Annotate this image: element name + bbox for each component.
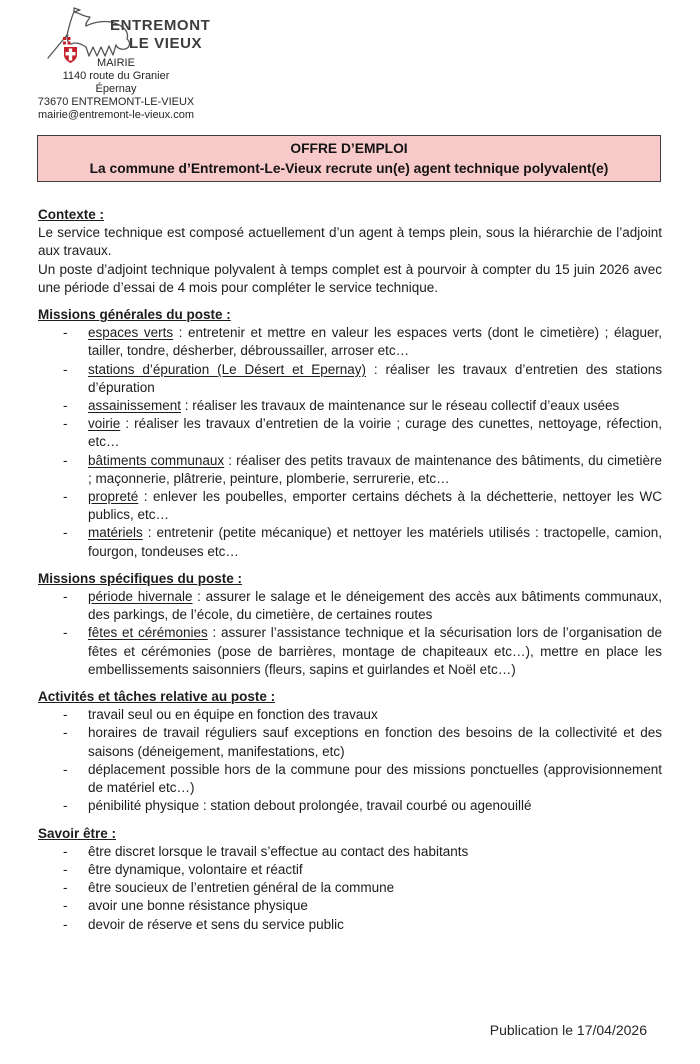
address-line: 1140 route du Granier [62,70,170,82]
address-line: Épernay [95,83,137,95]
bullet-item [38,624,662,679]
bullet-dash: - [63,625,68,641]
bullet-dash: - [63,361,68,377]
bullet-dash: - [63,489,68,505]
bullet-text: être discret lorsque le travail s’effectue au contact des habitants [88,843,469,859]
bullet-term: bâtiments communaux [88,452,225,468]
bullet-term: propreté [88,489,139,505]
bullet-term: espaces verts [88,325,174,341]
document-section [38,688,662,815]
bullet-dash: - [63,843,68,859]
logo-wordmark-line1: ENTREMONT [110,17,211,34]
bullet-item [38,897,662,915]
bullet-item [38,415,662,451]
bullet-term: fêtes et cérémonies [88,625,208,641]
section-heading: Activités et tâches relative au poste : [38,689,276,705]
bullet-text: être soucieux de l’entretien général de la commune [88,880,395,896]
job-offer-banner [37,135,661,182]
document-section [38,570,662,679]
section-heading: Missions spécifiques du poste : [38,570,243,586]
bullet-text: propreté : enlever les poubelles, emporter certains déchets à la déchetterie, nettoyer les WC publics, etc… [88,489,662,523]
bullet-item [38,761,662,797]
bullet-text: devoir de réserve et sens du service public [88,916,344,932]
bullet-term: période hivernale [88,589,193,605]
bullet-dash: - [63,707,68,723]
address-line: mairie@entremont-le-vieux.com [37,109,195,121]
document-section [38,206,662,297]
bullet-text: horaires de travail réguliers sauf exceptions en fonction des besoins de la collectivité et des saisons (déneigement, manifestations, etc) [88,725,662,759]
bullet-text: fêtes et cérémonies : assurer l’assistance technique et la sécurisation lors de l’organisation de fêtes et cérémonies (pose de barrières, montage de chapiteaux etc…), mettre en place les embellissements saisonniers (fleurs, sapins et guirlandes et Noël etc…) [88,625,662,677]
bullet-text: stations d’épuration (Le Désert et Epernay) : réaliser les travaux d’entretien des stations d’épuration [88,361,663,395]
bullet-dash: - [63,761,68,777]
bullet-text: voirie : réaliser les travaux d’entretien de la voirie ; curage des cunettes, nettoyage, réfection, etc… [88,416,662,450]
bullet-text: bâtiments communaux : réaliser des petits travaux de maintenance des bâtiments, du cimetière ; maçonnerie, plâtrerie, peinture, plomberie, serrurerie, etc… [88,452,662,486]
bullet-item [38,324,662,360]
bullet-item [38,397,662,415]
bullet-dash: - [63,416,68,432]
bullet-item [38,797,662,815]
banner-subtitle: La commune d’Entremont-Le-Vieux recrute un(e) agent technique polyvalent(e) [89,160,609,176]
bullet-item [38,879,662,897]
bullet-item [38,861,662,879]
document-section [38,306,662,561]
document-section [38,825,662,934]
bullet-dash: - [63,898,68,914]
bullet-dash: - [63,725,68,741]
bullet-dash: - [63,325,68,341]
bullet-text: déplacement possible hors de la commune pour des missions ponctuelles (approvisionnement de matériel etc…) [88,761,662,796]
bullet-dash: - [63,525,68,541]
bullet-dash: - [63,861,68,877]
paragraph: Un poste d’adjoint technique polyvalent à temps complet est à pourvoir à compter du 15 juin 2026 avec une période d’essai de 4 mois pour compléter le service technique. [38,261,662,295]
paragraph: Le service technique est composé actuellement d’un agent à temps plein, sous la hiérarchie de l’adjoint aux travaux. [38,225,662,259]
address-line: MAIRIE [97,57,135,69]
bullet-dash: - [63,916,68,932]
bullet-dash: - [63,398,68,414]
bullet-item [38,843,662,861]
bullet-text: travail seul ou en équipe en fonction des travaux [88,707,378,723]
section-heading: Contexte : [38,207,105,222]
address-line: 73670 ENTREMONT-LE-VIEUX [37,96,195,108]
bullet-text: période hivernale : assurer le salage et le déneigement des accès aux bâtiments communaux, des parkings, de l’école, du cimetière, de certaines routes [88,589,663,623]
section-heading: Savoir être : [38,825,117,841]
banner-title: OFFRE D’EMPLOI [290,141,408,156]
logo-wordmark [110,17,210,53]
bullet-item [38,588,662,624]
bullet-term: voirie [88,416,121,432]
bullet-text: assainissement : réaliser les travaux de maintenance sur le réseau collectif d’eaux usées [88,398,620,414]
bullet-text: avoir une bonne résistance physique [88,898,308,914]
section-heading: Missions générales du poste : [38,307,231,323]
bullet-item [38,916,662,934]
bullet-term: assainissement [88,398,182,414]
bullet-term: matériels [88,525,143,541]
bullet-text: matériels : entretenir (petite mécanique) et nettoyer les matériels utilisés : tractopelle, camion, fourgon, tondeuses etc… [88,525,662,559]
bullet-dash: - [63,798,68,814]
logo-wordmark-line2: LE VIEUX [129,35,203,52]
bullet-text: espaces verts : entretenir et mettre en valeur les espaces verts (dont le cimetière) ; élaguer, tailler, tondre, désherber, débroussailler, arroser etc… [88,325,662,359]
publication-date: Publication le 17/04/2026 [489,1022,647,1038]
bullet-item [38,524,662,560]
bullet-item [38,724,662,760]
bullet-item [38,452,662,488]
bullet-dash: - [63,452,68,468]
bullet-text: être dynamique, volontaire et réactif [88,861,303,877]
bullet-item [38,488,662,524]
mairie-address-block [14,57,218,122]
bullet-dash: - [63,589,68,605]
bullet-text: pénibilité physique : station debout prolongée, travail courbé ou agenouillé [88,798,532,814]
bullet-item [38,361,662,397]
document-body [38,206,662,934]
bullet-item [38,706,662,724]
bullet-dash: - [63,880,68,896]
bullet-term: stations d’épuration (Le Désert et Epernay) [88,361,367,377]
